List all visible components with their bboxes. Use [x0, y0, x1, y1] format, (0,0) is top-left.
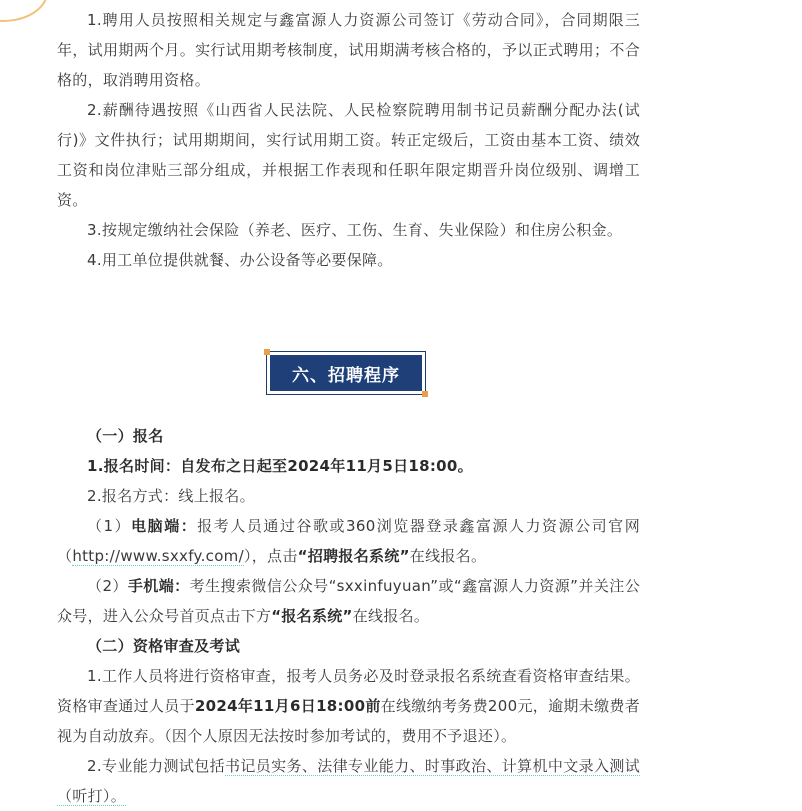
pc-registration [57, 511, 640, 571]
subheading-review-exam: （二）资格审查及考试 [87, 637, 241, 655]
registration-method: 2.报名方式：线上报名。 [87, 487, 255, 505]
corner-square-icon [264, 349, 270, 355]
salary-benefits-section [57, 5, 640, 275]
review-text-2: 在线缴纳考务费200元，逾期未缴费者视为自动放弃。（因个人原因无法按时参加考试的，费用不予退还）。 [57, 697, 641, 745]
heading-title: 六、招聘程序 [270, 355, 422, 391]
registration-time: 1.报名时间：自发布之日起至2024年11月5日18:00。 [87, 457, 473, 475]
corner-decoration [0, 0, 48, 22]
official-site-link[interactable]: http://www.sxxfy.com/ [72, 547, 244, 565]
section-heading [266, 351, 426, 395]
exam-text-1: 2.专业能力测试包括 [87, 757, 225, 775]
mobile-prefix: （2） [87, 577, 128, 595]
pc-text-2: ），点击 [243, 547, 298, 565]
exam-paragraph [57, 751, 640, 811]
mobile-label: 手机端： [127, 577, 190, 595]
corner-square-icon [422, 391, 428, 397]
review-text-1: 1.工作人员将进行资格审查，报考人员务必及时登录报名系统查看资格审查结果。资格审查通过人员于 [57, 667, 640, 715]
pc-prefix: （1） [87, 517, 132, 535]
contract-paragraph: 1.聘用人员按照相关规定与鑫富源人力资源公司签订《劳动合同》，合同期限三年，试用期两个月。实行试用期考核制度，试用期满考核合格的，予以正式聘用；不合格的，取消聘用资格。 [57, 11, 640, 89]
mobile-text-2: 在线报名。 [352, 607, 430, 625]
pc-label: 电脑端： [131, 517, 198, 535]
support-paragraph: 4.用工单位提供就餐、办公设备等必要保障。 [87, 251, 393, 269]
salary-paragraph: 2.薪酬待遇按照《山西省人民法院、人民检察院聘用制书记员薪酬分配办法(试行)》文件执行；试用期期间，实行试用期工资。转正定级后，工资由基本工资、绩效工资和岗位津贴三部分组成，并根据工作表现和任职年限定期晋升岗位级别、调增工资。 [57, 101, 640, 209]
mobile-system-name: “报名系统” [271, 607, 353, 625]
review-paragraph [57, 661, 640, 751]
recruitment-procedure-section [57, 421, 640, 811]
pc-text: 报考人员通过谷歌或360浏览器登录鑫富源人力资源公司官网（ [57, 517, 640, 565]
mobile-text: 考生搜索微信公众号“sxxinfuyuan”或“鑫富源人力资源”并关注公众号，进入公众号首页点击下方 [57, 577, 640, 625]
pc-system-name: “招聘报名系统” [297, 547, 410, 565]
insurance-paragraph: 3.按规定缴纳社会保险（养老、医疗、工伤、生育、失业保险）和住房公积金。 [87, 221, 623, 239]
review-deadline: 2024年11月6日18:00前 [194, 697, 381, 715]
subheading-registration: （一）报名 [87, 427, 164, 445]
mobile-registration [57, 571, 640, 631]
pc-text-3: 在线报名。 [409, 547, 487, 565]
exam-subjects: 书记员实务、法律专业能力、时事政治、计算机中文录入测试（听打）。 [57, 757, 641, 805]
